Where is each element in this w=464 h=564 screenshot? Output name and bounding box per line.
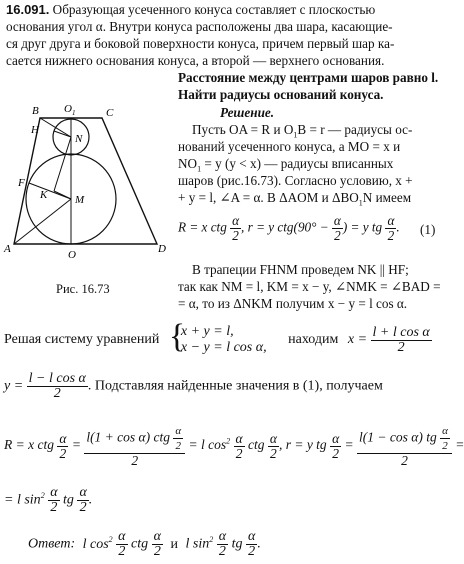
label-N: N bbox=[75, 133, 83, 145]
problem-line-4: сается нижнего основания конуса, а второй — верхнего основания. bbox=[6, 53, 385, 68]
R-r-line: R = x ctg $\frac{\alpha}{2}$ = l(1 + cos α) ctg $\frac{\alpha}{2}$ 2 = l $\cos^2$ $\frac{\alpha}{2}$ ctg $\frac{\alpha}{2}$ , r = y tg $\frac{\alpha}{2}$ = l(1 − cos α) tg $\frac{\alpha}{2}$ 2 = bbox=[4, 425, 464, 468]
radius-MF bbox=[29, 183, 71, 199]
label-B: B bbox=[32, 105, 39, 117]
label-K: K bbox=[40, 189, 48, 201]
answer-label: Ответ: bbox=[28, 536, 76, 552]
y-line: y = $\frac{\text{l − l cos α}}{2}$ . Подставляя найденные значения в (1), получаем bbox=[4, 371, 383, 401]
solution-line-7: так как NM = l, KM = x − y, ∠NMK = ∠BAD = bbox=[178, 279, 441, 294]
label-D: D bbox=[158, 243, 166, 255]
trapezoid bbox=[14, 118, 157, 244]
label-M: M bbox=[75, 194, 85, 206]
problem-line-2: основания угол α. Внутри конуса расположены два шара, касающие- bbox=[6, 19, 393, 34]
label-H: H bbox=[31, 124, 39, 136]
label-O1: O bbox=[64, 103, 72, 115]
solution-line-1: Пусть OA = R и $O_1B = r$ — радиусы ос- bbox=[192, 122, 413, 140]
solution-line-3: $NO_1 = y$ (y < x) — радиусы вписанных bbox=[178, 156, 394, 174]
segment-KM bbox=[54, 191, 71, 199]
solution-line-6: В трапеции FHNM проведем NK || HF; bbox=[192, 262, 409, 277]
system-line: Решая систему уравнений { x + y = l, x − y = l cos α, находим x = $\frac{\text{l + l cos α}}{2}$ bbox=[4, 318, 430, 355]
figure-16-73 bbox=[2, 86, 177, 306]
equation-system: { x + y = l, x − y = l cos α, bbox=[168, 318, 267, 355]
solution-line-8: = α, то из ΔNKM получим x − y = l cos α. bbox=[178, 296, 408, 311]
answer-line: Ответ: l $\cos^2$ $\frac{\alpha}{2}$ ctg $\frac{\alpha}{2}$ и l $\sin^2$ $\frac{\alpha}{2}$ tg $\frac{\alpha}{2}$ . bbox=[28, 529, 261, 559]
problem-line-5: Расстояние между центрами шаров равно l. bbox=[178, 70, 439, 85]
solution-line-2: нований усеченного конуса, а MO = x и bbox=[178, 139, 401, 154]
solution-line-5: + y = l, ∠A = α. В ΔAOM и $\Delta BO_1N$ имеем bbox=[178, 190, 412, 208]
segment-NK bbox=[54, 137, 71, 191]
problem-line-3: ся друг друга и боковой поверхности конуса, причем первый шар ка- bbox=[6, 36, 395, 51]
label-A: A bbox=[4, 243, 11, 255]
solution-line-4: шаров (рис.16.73). Согласно условию, x + bbox=[178, 173, 413, 188]
label-O1-sub: 1 bbox=[72, 109, 76, 117]
solution-heading: Решение. bbox=[220, 105, 275, 120]
r-result-line: = l $\sin^2$ $\frac{\alpha}{2}$ tg $\frac{\alpha}{2}$ . bbox=[4, 485, 93, 515]
segment-BN bbox=[40, 118, 71, 137]
figure-caption: Рис. 16.73 bbox=[56, 282, 110, 296]
problem-number: 16.091. bbox=[6, 2, 50, 17]
equation-1-number: (1) bbox=[420, 222, 436, 237]
equation-1: R = x ctg $\frac{\alpha}{2}$ , r = y ctg(90° − $\frac{\alpha}{2}$ ) = y tg $\frac{\alpha}{2}$ . bbox=[178, 213, 400, 243]
label-O: O bbox=[68, 249, 76, 261]
label-C: C bbox=[106, 107, 114, 119]
problem-line-1: 16.091. Образующая усеченного конуса составляет с плоскостью bbox=[6, 2, 376, 17]
problem-line-6: Найти радиусы оснований конуса. bbox=[178, 87, 384, 102]
label-F: F bbox=[18, 177, 25, 189]
